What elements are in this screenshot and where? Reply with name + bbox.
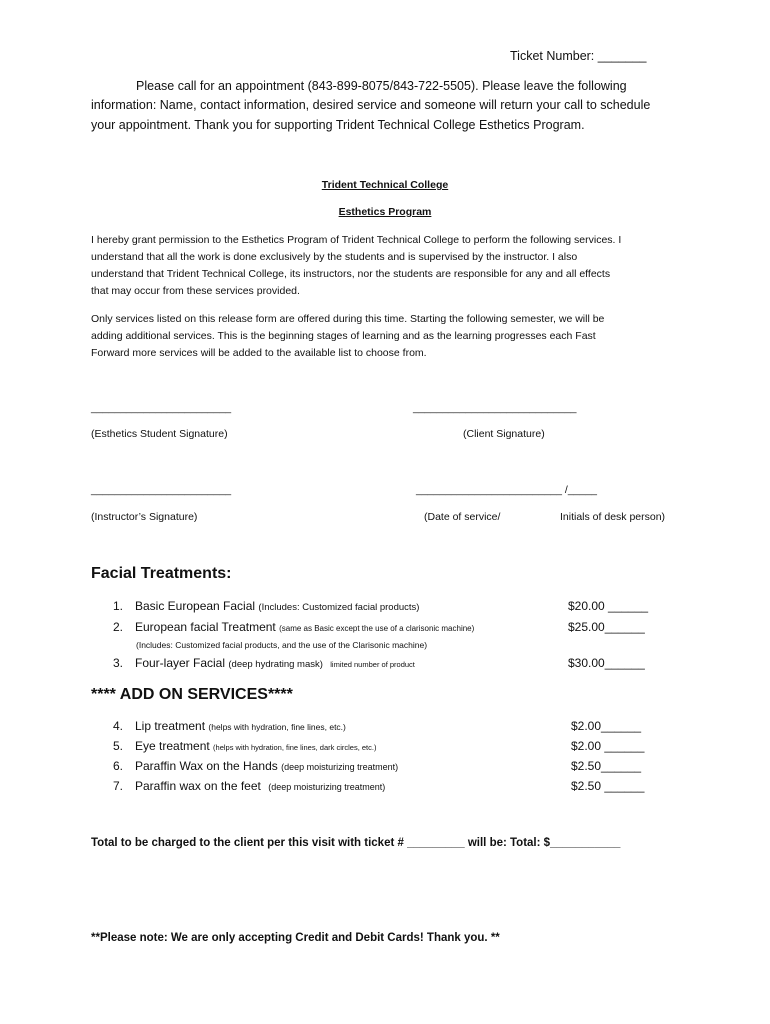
instructor-signature-line[interactable]: ________________________ [91,484,232,496]
addon-item-5-price: $2.00 ______ [571,739,645,753]
addon-item-4-price: $2.00______ [571,719,642,733]
facial-item-2-price: $25.00______ [568,620,645,634]
item-number: 2. [113,620,124,634]
service-name: Eye treatment [135,739,210,753]
date-initials-line[interactable]: _________________________ /_____ [416,484,598,496]
item-number: 6. [113,759,124,773]
addon-item-6-price: $2.50______ [571,759,642,773]
service-note: (helps with hydration, fine lines, dark circles, etc.) [213,743,377,752]
service-note: (helps with hydration, fine lines, etc.) [208,722,346,732]
facial-heading-text: Facial Treatments: [91,565,232,582]
instructor-signature-label: (Instructor’s Signature) [91,511,198,523]
facial-item-2-subnote: (Includes: Customized facial products, and the use of the Clarisonic machine) [136,640,428,650]
item-number: 4. [113,719,124,733]
release-p2-line-2: adding additional services. This is the beginning stages of learning and as the learning progresses each Fast [91,330,596,342]
facial-item-3 [113,656,415,670]
service-name: Paraffin Wax on the Hands [135,759,278,773]
service-name: Paraffin wax on the feet [135,779,261,793]
addon-item-4 [113,719,346,733]
service-note: (deep moisturizing treatment) [281,762,399,772]
addon-services-heading [91,686,293,704]
facial-item-1-price: $20.00 ______ [568,599,649,613]
program-title: Esthetics Program [338,206,432,218]
college-title: Trident Technical College [321,179,449,191]
release-p1-line-1: I hereby grant permission to the Esthetics Program of Trident Technical College to perform the following services. I [91,234,622,246]
addon-item-6 [113,759,398,773]
release-p1-line-3: understand that Trident Technical College, its instructors, nor the students are responsible for any and all effects [91,268,611,280]
addon-heading-text: **** ADD ON SERVICES**** [91,686,293,703]
payment-note: **Please note: We are only accepting Credit and Debit Cards! Thank you. ** [91,932,500,944]
intro-line-2: information: Name, contact information, desired service and someone will return your call to schedule [91,98,651,112]
service-name: Lip treatment [135,719,206,733]
ticket-number: Ticket Number: _______ [510,49,647,63]
initials-label: Initials of desk person) [560,511,666,523]
client-signature-line[interactable]: ____________________________ [413,402,577,414]
service-note: (same as Basic except the use of a clarisonic machine) [279,624,475,633]
date-of-service-label: (Date of service/ [424,511,501,523]
service-note: (deep moisturizing treatment) [268,782,386,792]
student-signature-label: (Esthetics Student Signature) [91,428,228,440]
item-number: 1. [113,599,124,613]
service-note-limited: limited number of product [330,660,415,669]
item-number: 3. [113,656,124,670]
service-note: (deep hydrating mask) [228,659,323,670]
intro-line-1: Please call for an appointment (843-899-8075/843-722-5505). Please leave the following [136,79,627,93]
total-charge-line[interactable]: Total to be charged to the client per this visit with ticket # _________ will be: Total: $___________ [91,837,621,849]
facial-item-3-price: $30.00______ [568,656,645,670]
addon-item-7 [113,779,385,793]
release-p1-line-4: that may occur from these services provided. [91,285,300,297]
item-number: 7. [113,779,124,793]
service-name: Four-layer Facial [135,656,226,670]
client-signature-label: (Client Signature) [463,428,545,440]
intro-line-3: your appointment. Thank you for supporting Trident Technical College Esthetics Program. [91,118,585,132]
facial-item-1 [113,599,419,613]
release-p2-line-1: Only services listed on this release form are offered during this time. Starting the following semester, we will be [91,313,605,325]
service-note: (Includes: Customized facial products) [258,602,420,613]
release-p1-line-2: understand that all the work is done exclusively by the students and is supervised by the instructor. I also [91,251,578,263]
addon-item-5 [113,739,376,753]
release-p2-line-3: Forward more services will be added to the available list to choose from. [91,347,427,359]
service-name: European facial Treatment [135,620,276,634]
addon-item-7-price: $2.50 ______ [571,779,645,793]
item-number: 5. [113,739,124,753]
facial-item-2 [113,620,474,634]
student-signature-line[interactable]: ________________________ [91,402,232,414]
service-name: Basic European Facial [135,599,256,613]
facial-treatments-heading [91,565,232,583]
